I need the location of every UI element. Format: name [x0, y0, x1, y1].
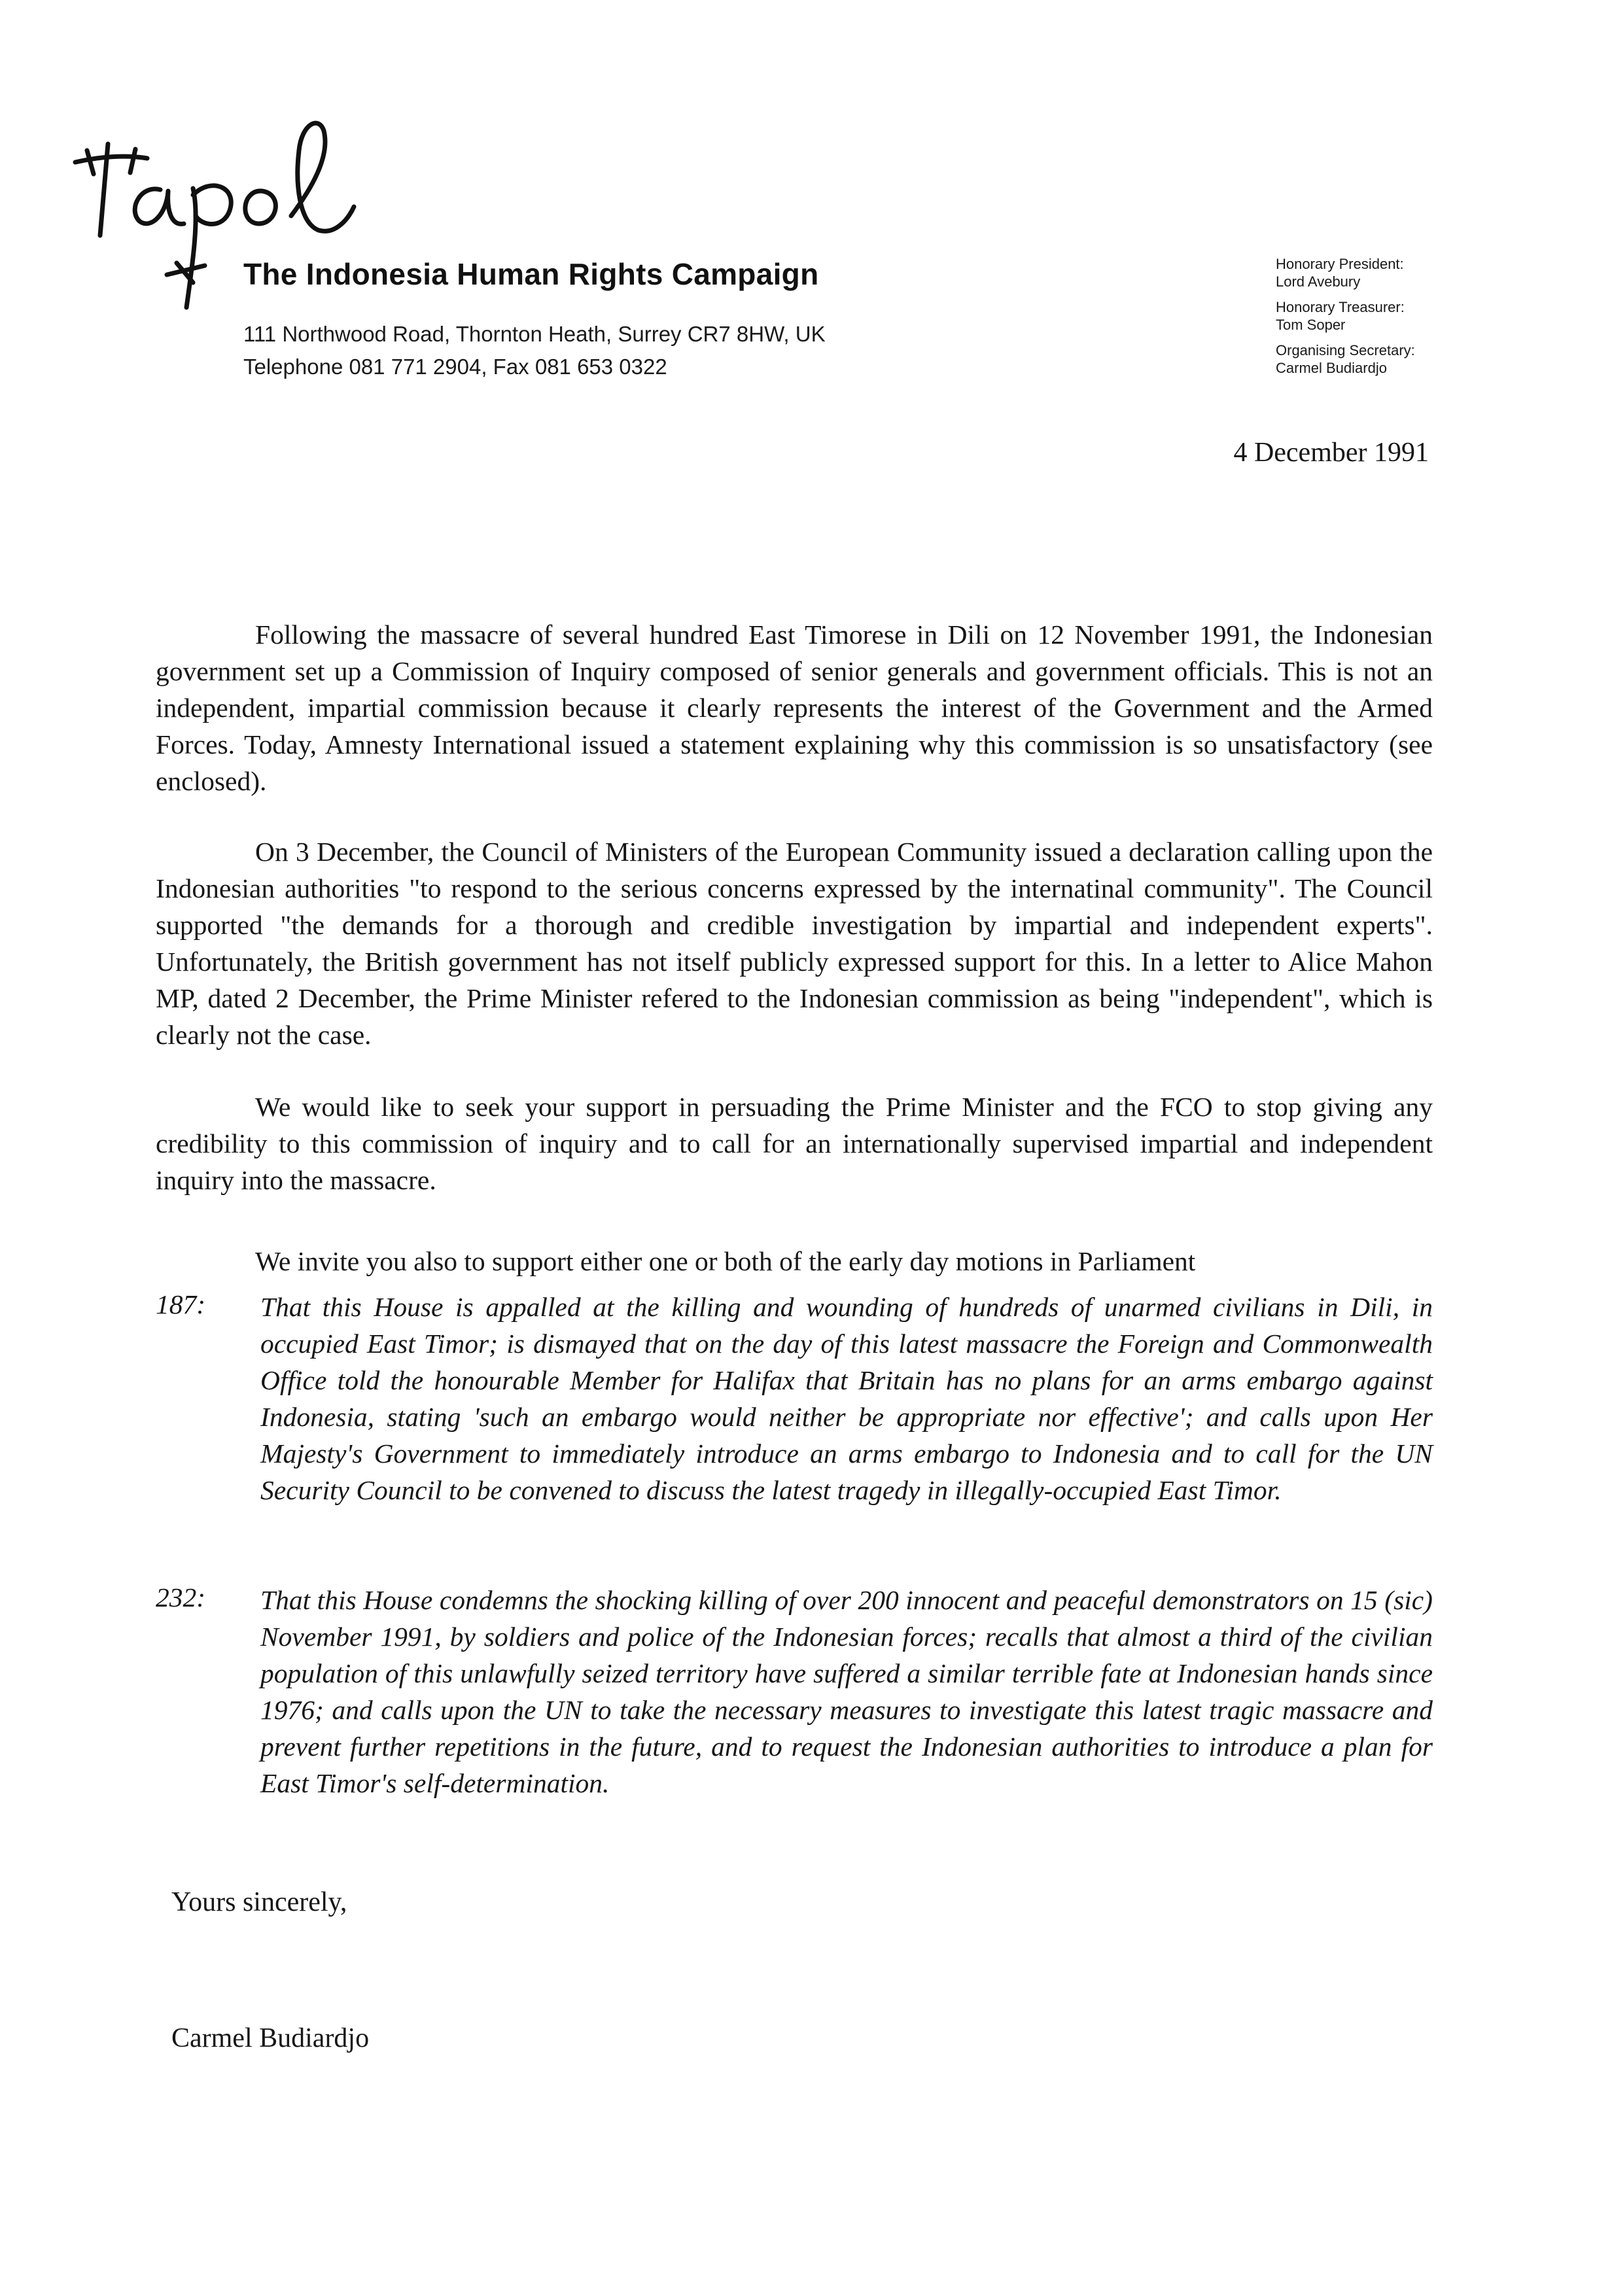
officer-role: Honorary Treasurer: — [1276, 299, 1405, 315]
officer-name: Carmel Budiardjo — [1276, 360, 1387, 376]
motion-number: 187: — [156, 1289, 206, 1319]
officers-list — [1276, 255, 1485, 385]
motion-text: That this House condemns the shocking killing of over 200 innocent and peaceful demonstrators on 15 (sic) November 1991, by soldiers and police of the Indonesian forces; recalls that almost a third of the civilian population of this unlawfully seized territory have suffered a similar terrible fate at Indonesian hands since 1976; and calls upon the UN to take the necessary measures to investigate this latest tragic massacre and prevent further repetitions in the future, and to request the Indonesian authorities to introduce a plan for East Timor's self-determination. — [260, 1585, 1433, 1798]
org-name: The Indonesia Human Rights Campaign — [243, 257, 819, 291]
paragraph-request-support: We would like to seek your support in persuading the Prime Minister and the FCO to stop giving any credibility to this commission of inquiry and to call for an internationally supervised impartial and independent inquiry into the massacre. — [156, 1091, 1433, 1195]
officer-role: Organising Secretary: — [1276, 342, 1415, 358]
paragraph-ec-declaration: On 3 December, the Council of Ministers of the European Community issued a declaration calling upon the Indonesian authorities "to respond to the serious concerns expressed by the internatinal community". The Council supported "the demands for a thorough and credible investigation by impartial and independent experts". Unfortunately, the British government has not itself publicly expressed support for this. In a letter to Alice Mahon MP, dated 2 December, the Prime Minister refered to the Indonesian commission as being "independent", which is clearly not the case. — [156, 836, 1433, 1050]
officer-treasurer — [1276, 298, 1485, 334]
officer-name: Tom Soper — [1276, 317, 1346, 333]
signature-name: Carmel Budiardjo — [171, 2023, 370, 2053]
org-phone-fax: Telephone 081 771 2904, Fax 081 653 0322 — [243, 355, 667, 379]
paragraph-commission: Following the massacre of several hundred East Timorese in Dili on 12 November 1991, the Indonesian government set up a Commission of Inquiry composed of senior generals and government officials. This is not an independent, impartial commission because it clearly represents the interest of the Government and the Armed Forces. Today, Amnesty International issued a statement explaining why this commission is so unsatisfactory (see enclosed). — [156, 619, 1433, 796]
officer-president — [1276, 255, 1485, 290]
officer-secretary — [1276, 341, 1485, 377]
motion-text: That this House is appalled at the killing and wounding of hundreds of unarmed civilians in Dili, in occupied East Timor; is dismayed that on the day of this latest massacre the Foreign and Commonwealth Office told the honourable Member for Halifax that Britain has no plans for an arms embargo against Indonesia, stating 'such an embargo would neither be appropriate nor effective'; and calls upon Her Majesty's Government to immediately introduce an arms embargo to Indonesia and to call for the UN Security Council to be convened to discuss the latest tragedy in illegally-occupied East Timor. — [260, 1292, 1433, 1505]
closing: Yours sincerely, — [171, 1887, 347, 1917]
motion-number: 232: — [156, 1582, 206, 1612]
letter-date: 4 December 1991 — [1233, 438, 1429, 468]
officer-name: Lord Avebury — [1276, 273, 1361, 290]
org-address: 111 Northwood Road, Thornton Heath, Surrey CR7 8HW, UK — [243, 322, 826, 346]
officer-role: Honorary President: — [1276, 256, 1404, 272]
paragraph-motions-intro: We invite you also to support either one or both of the early day motions in Parliament — [255, 1245, 1196, 1276]
